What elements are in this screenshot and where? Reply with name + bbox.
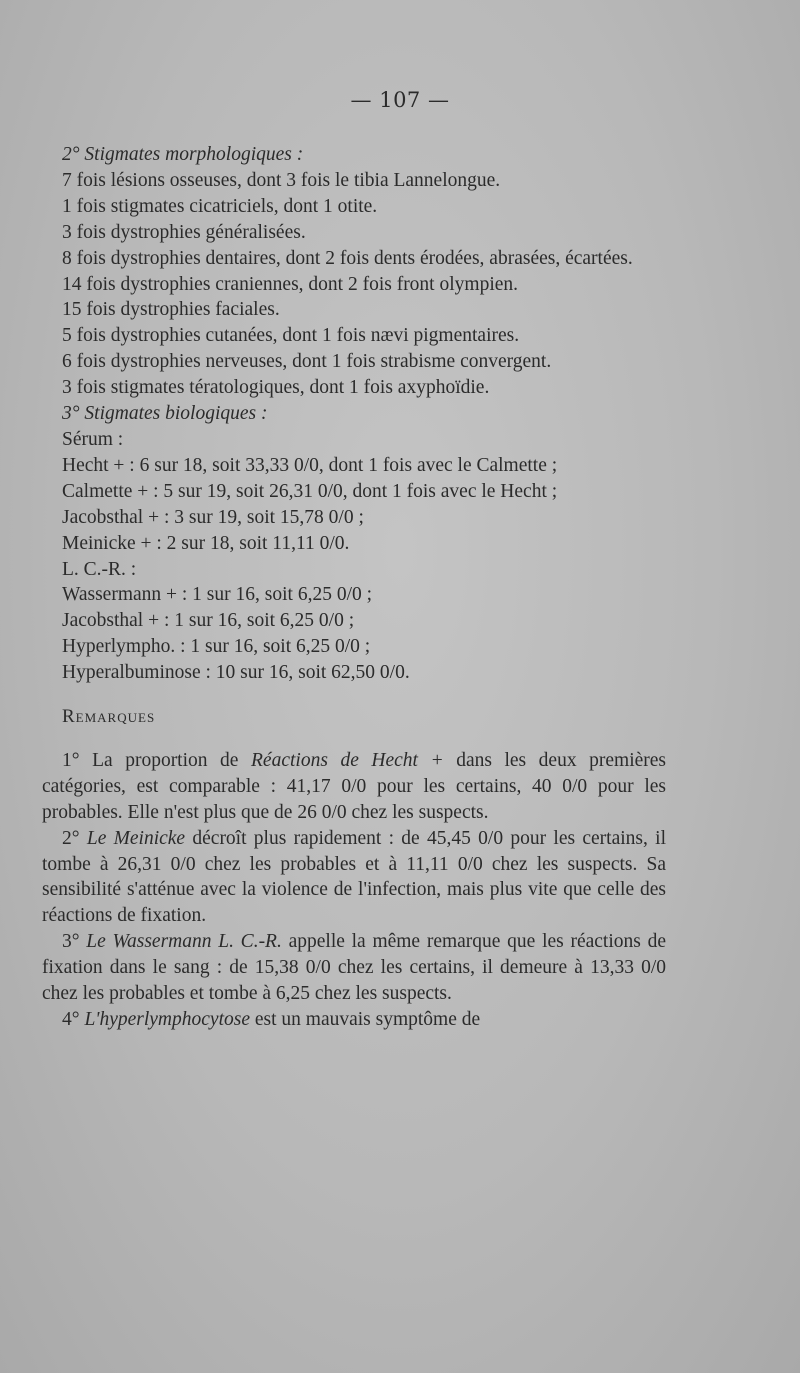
list-item: 14 fois dystrophies craniennes, dont 2 fois front olympien. — [62, 273, 519, 295]
list-item: 15 fois dystrophies faciales. — [62, 299, 280, 321]
section-2-title: 2° Stigmates morphologiques : — [62, 144, 304, 165]
list-item: 6 fois dystrophies nerveuses, dont 1 fois strabisme convergent. — [62, 351, 552, 373]
list-item: 7 fois lésions osseuses, dont 3 fois le tibia Lannelongue. — [62, 169, 501, 191]
page-body — [42, 142, 667, 1033]
serum-label: Sérum : — [62, 428, 124, 450]
page-number: — 107 — — [350, 88, 450, 112]
list-item: 1 fois stigmates cicatriciels, dont 1 otite. — [62, 195, 378, 217]
list-item: 5 fois dystrophies cutanées, dont 1 fois nævi pigmentaires. — [62, 325, 520, 347]
section-3-list — [42, 427, 666, 686]
remarques-heading: Remarques — [62, 706, 156, 728]
list-item: Jacobsthal + : 3 sur 19, soit 15,78 0/0 ; — [62, 506, 364, 528]
list-item: 8 fois dystrophies dentaires, dont 2 fois dents érodées, abrasées, écartées. — [62, 247, 633, 269]
list-item: Hyperalbuminose : 10 sur 16, soit 62,50 0/0. — [62, 662, 410, 684]
lcr-label: L. C.-R. : — [62, 558, 137, 580]
list-item: 3 fois stigmates tératologiques, dont 1 fois axyphoïdie. — [62, 377, 490, 399]
remarques-list — [42, 748, 666, 1033]
list-item: 3 fois dystrophies généralisées. — [62, 221, 306, 243]
list-item: Wassermann + : 1 sur 16, soit 6,25 0/0 ; — [62, 584, 373, 606]
remark-paragraph: 2° Le Meinicke décroît plus rapidement : de 45,45 0/0 pour les certains, il tombe à 26,31 0/0 chez les probables et à 11,11 0/0 chez les suspects. Sa sensibilité s'atténue avec la violence de l'infection, mais plus vite que celle des réactions de fixation. — [42, 827, 666, 927]
list-item: Calmette + : 5 sur 19, soit 26,31 0/0, dont 1 fois avec le Hecht ; — [62, 480, 558, 502]
remark-paragraph: 1° La proportion de Réactions de Hecht + dans les deux premières catégories, est comparable : 41,17 0/0 pour les certains, 40 0/0 pour les probables. Elle n'est plus que de 26 0/0 chez les suspects. — [42, 749, 667, 823]
remark-paragraph: 4° L'hyperlymphocytose est un mauvais symptôme de — [62, 1009, 481, 1030]
list-item: Jacobsthal + : 1 sur 16, soit 6,25 0/0 ; — [62, 610, 355, 632]
list-item: Hecht + : 6 sur 18, soit 33,33 0/0, dont 1 fois avec le Calmette ; — [62, 454, 558, 476]
list-item: Hyperlympho. : 1 sur 16, soit 6,25 0/0 ; — [62, 636, 371, 658]
section-2-list — [42, 168, 666, 401]
remark-paragraph: 3° Le Wassermann L. C.-R. appelle la même remarque que les réactions de fixation dans le sang : de 15,38 0/0 chez les certains, il demeure à 13,33 0/0 chez les probables et tombe à 6,25 chez les suspects. — [42, 931, 666, 1005]
list-item: Meinicke + : 2 sur 18, soit 11,11 0/0. — [62, 532, 350, 554]
section-3-title: 3° Stigmates biologiques : — [62, 403, 268, 425]
